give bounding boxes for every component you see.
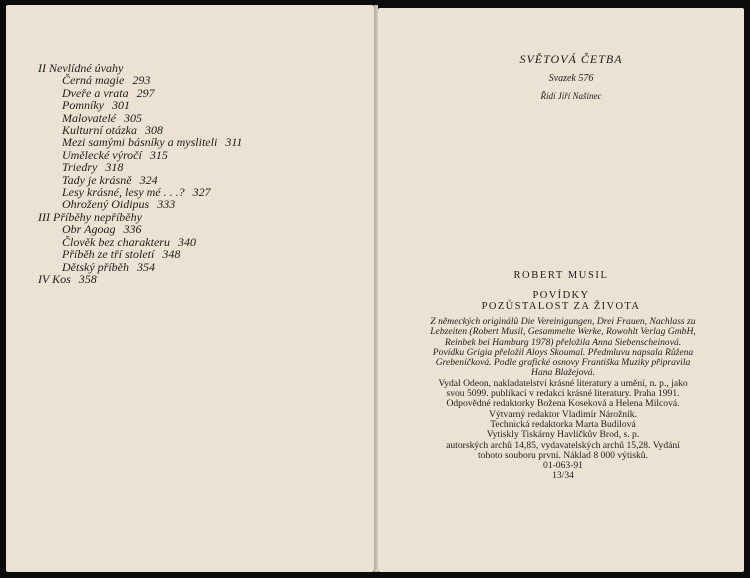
imprint-publisher-line: 13/34 xyxy=(552,470,574,482)
toc-entry-page: 336 xyxy=(123,222,142,237)
imprint-publisher-line: Vydal Odeon, nakladatelství krásné literatury a umění, n. p., jako xyxy=(438,377,688,389)
series-name: SVĚTOVÁ ČETBA xyxy=(519,52,623,66)
imprint-publisher-line: Technická redaktorka Marta Budilová xyxy=(490,418,636,430)
toc-entry-page: 315 xyxy=(149,147,168,162)
toc-entry-page: 327 xyxy=(192,185,211,200)
toc-entry-title: Mezi samými básníky a mysliteli xyxy=(62,135,218,150)
toc-entry-title: Ohrožený Oidipus xyxy=(62,197,150,212)
volume-number: Svazek 576 xyxy=(548,73,594,84)
author-name: ROBERT MUSIL xyxy=(513,270,609,281)
imprint-publisher-line: tohoto souboru první. Náklad 8 000 výtisků. xyxy=(477,449,648,461)
imprint-publisher-line: svou 5099. publikaci v redakci krásné literatury. Praha 1991. xyxy=(446,388,680,400)
toc-entry-title: Umělecké výročí xyxy=(62,147,142,162)
toc-entry-title: Lesy krásné, lesy mé . . .? xyxy=(62,185,185,200)
toc-entry-title: Příběh ze tří století xyxy=(62,247,155,262)
toc-entry-title: Člověk bez charakteru xyxy=(62,234,170,249)
toc-entry-title: Černá magie xyxy=(62,73,125,88)
left-page xyxy=(6,5,374,572)
toc-entry-title: Dveře a vrata xyxy=(62,85,129,100)
toc-entry-title: III Příběhy nepříběhy xyxy=(38,209,142,224)
imprint-credit-line: Grebeníčková. Podle grafické osnovy Františka Muziky připravila xyxy=(435,357,691,369)
toc-entry-title: Tady je krásně xyxy=(62,172,132,187)
toc-entry-page: 308 xyxy=(145,123,164,138)
toc-entry-page: 348 xyxy=(162,247,181,262)
toc-entry-title: Malovatelé xyxy=(62,110,116,125)
toc-entry-page: 297 xyxy=(136,85,155,100)
toc-entry-title: Pomníky xyxy=(62,98,104,113)
toc-entry-page: 340 xyxy=(177,234,196,249)
toc-entry-title: Obr Agoag xyxy=(62,222,116,237)
toc-entry-page: 301 xyxy=(111,98,130,113)
imprint-publisher-line: autorských archů 14,85, vydavatelských archů 15,28. Vydání xyxy=(446,439,680,451)
toc-entry-page: 305 xyxy=(123,110,142,125)
book-title: POVÍDKY xyxy=(532,290,590,301)
toc-entry-page: 311 xyxy=(225,135,243,150)
imprint-publisher-line: Vytiskly Tiskárny Havlíčkův Brod, s. p. xyxy=(486,429,640,441)
toc-entry-page: 354 xyxy=(136,259,155,274)
toc-entry-page: 324 xyxy=(139,172,158,187)
toc-entry-title: Triedry xyxy=(62,160,98,175)
toc-entry-title: Kulturní otázka xyxy=(62,123,138,138)
toc-entry-title: IV Kos xyxy=(38,271,71,286)
toc-entry-page: 293 xyxy=(132,73,151,88)
series-editor: Řídí Jiří Našinec xyxy=(540,91,602,101)
toc-entry-page: 358 xyxy=(78,271,97,286)
imprint xyxy=(410,317,716,482)
imprint-credit-line: Reinbek bei Hamburg 1978) přeložila Anna Siebenscheinová. xyxy=(444,336,682,348)
table-of-contents xyxy=(38,62,242,285)
imprint-publisher-line: 01-063-91 xyxy=(543,460,583,472)
imprint-publisher-line: Odpovědné redaktorky Božena Koseková a Helena Milcová. xyxy=(446,398,680,410)
imprint-credit-line: Lebzeiten (Robert Musil, Gesammelte Werke, Rowohlt Verlag GmbH, xyxy=(430,326,696,338)
toc-section xyxy=(38,273,242,285)
imprint-credit-line: Hana Blažejová. xyxy=(531,367,595,379)
toc-entry-page: 333 xyxy=(157,197,176,212)
toc-entry-title: Dětský příběh xyxy=(62,259,129,274)
toc-entry-title: II Nevlídné úvahy xyxy=(38,61,124,75)
book-subtitle: POZŮSTALOST ZA ŽIVOTA xyxy=(481,301,641,312)
imprint-credit-line: Z německých originálů Die Vereinigungen, Drei Frauen, Nachlass zu xyxy=(430,316,696,327)
toc-entry-page: 318 xyxy=(105,160,124,175)
imprint-publisher-line: Výtvarný redaktor Vladimír Nárožník. xyxy=(489,408,637,420)
imprint-credit-line: Povídku Grigia přeložil Aloys Skoumal. Předmluvu napsala Růžena xyxy=(432,346,694,358)
right-page xyxy=(378,8,744,572)
